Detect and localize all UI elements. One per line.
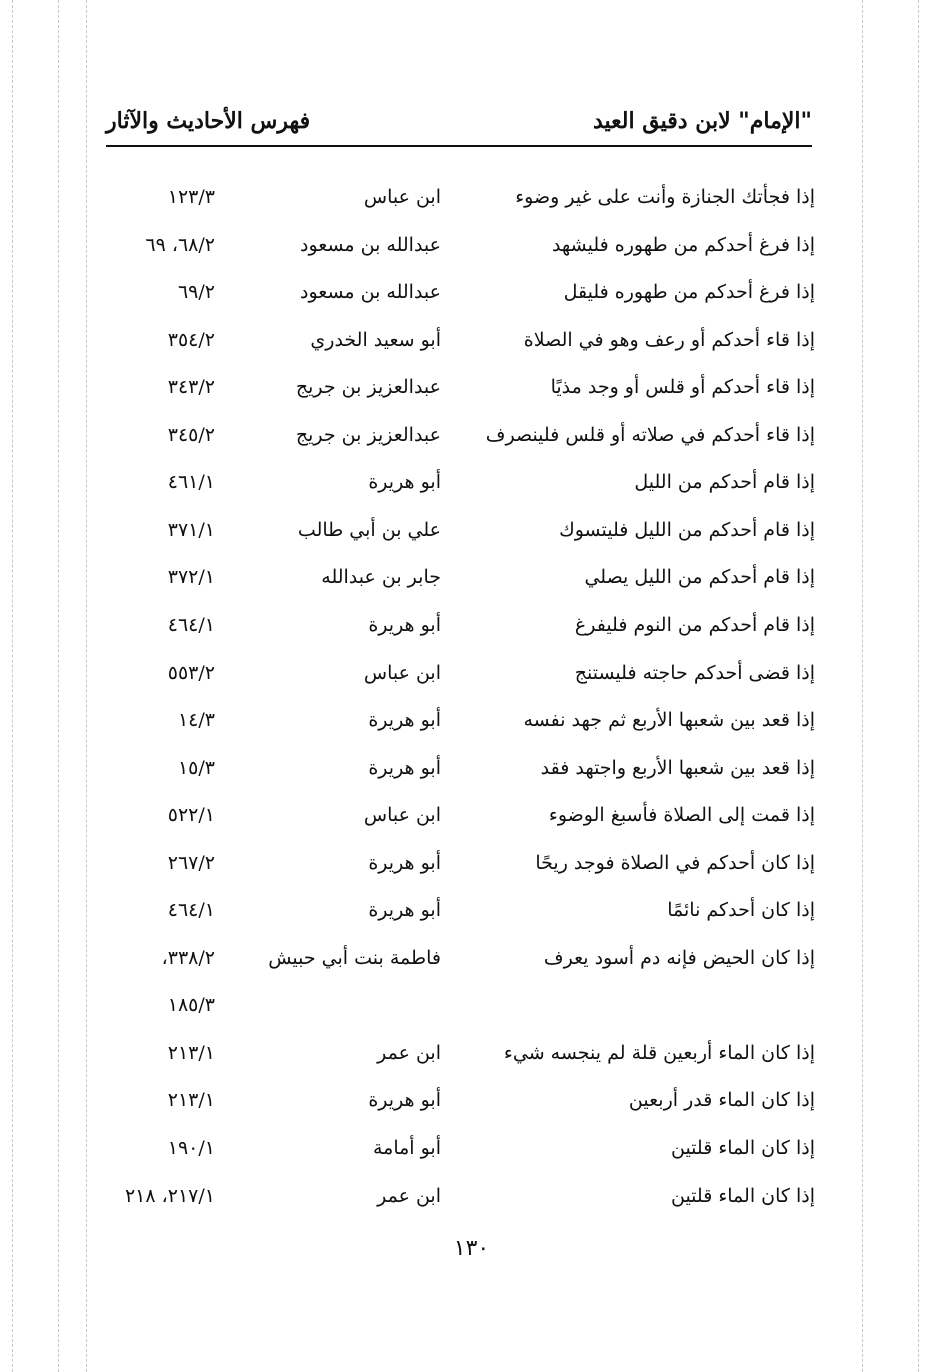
running-header bbox=[106, 104, 812, 144]
hadith-text: إذا قمت إلى الصلاة فأسبغ الوضوء bbox=[548, 804, 815, 827]
narrator-name: ابن عباس bbox=[363, 804, 441, 827]
volume-page-ref: ٢١٣/١ bbox=[167, 1041, 215, 1064]
narrator-name: أبو هريرة bbox=[368, 756, 441, 779]
hadith-text: إذا كان الماء قلتين bbox=[670, 1137, 815, 1159]
volume-page-ref: ٣٥٤/٢ bbox=[167, 328, 215, 351]
narrator-name: عبدالله بن مسعود bbox=[300, 281, 441, 304]
index-row bbox=[0, 515, 943, 555]
index-row bbox=[0, 1133, 943, 1173]
index-row bbox=[0, 753, 943, 793]
hadith-text: إذا قاء أحدكم في صلاته أو قلس فلينصرف bbox=[485, 423, 815, 446]
volume-page-ref: ٦٨/٢، ٦٩ bbox=[145, 233, 215, 256]
index-row bbox=[0, 420, 943, 460]
hadith-text: إذا كان الماء أربعين قلة لم ينجسه شيء bbox=[503, 1041, 815, 1064]
hadith-text: إذا كان الحيض فإنه دم أسود يعرف bbox=[543, 946, 815, 969]
hadith-text: إذا قاء أحدكم أو رعف وهو في الصلاة bbox=[523, 328, 815, 351]
narrator-name: أبو هريرة bbox=[368, 899, 441, 922]
volume-page-ref: ٦٩/٢ bbox=[177, 281, 215, 304]
page-number: ١٣٠ bbox=[453, 1236, 490, 1261]
hadith-text: إذا قام أحدكم من الليل bbox=[634, 471, 815, 494]
hadith-text: إذا كان أحدكم نائمًا bbox=[667, 899, 815, 922]
index-row bbox=[0, 658, 943, 698]
index-row bbox=[0, 895, 943, 935]
narrator-name: ابن عباس bbox=[363, 186, 441, 208]
volume-page-ref: ٥٥٣/٢ bbox=[167, 661, 215, 684]
volume-page-ref: ١٨٥/٣ bbox=[167, 994, 215, 1017]
index-row bbox=[0, 230, 943, 270]
narrator-name: فاطمة بنت أبي حبيش bbox=[268, 946, 441, 969]
narrator-name: عبدالله بن مسعود bbox=[300, 233, 441, 256]
index-row bbox=[0, 1181, 943, 1221]
hadith-text: إذا كان أحدكم في الصلاة فوجد ريحًا bbox=[535, 851, 815, 874]
hadith-text: إذا فرغ أحدكم من طهوره فليشهد bbox=[551, 233, 815, 256]
index-row bbox=[0, 467, 943, 507]
hadith-text: إذا قام أحدكم من النوم فليفرغ bbox=[574, 613, 815, 636]
volume-page-ref: ٢٦٧/٢ bbox=[167, 851, 215, 874]
volume-page-ref: ٣٧٢/١ bbox=[167, 566, 215, 589]
index-row bbox=[0, 1085, 943, 1125]
hadith-text: إذا كان الماء قلتين bbox=[670, 1184, 815, 1207]
volume-page-ref: ١٥/٣ bbox=[177, 756, 215, 779]
index-row bbox=[0, 1038, 943, 1078]
index-row bbox=[0, 800, 943, 840]
book-title: "الإمام" لابن دقيق العيد bbox=[592, 108, 812, 134]
index-title: فهرس الأحاديث والآثار bbox=[106, 108, 311, 134]
volume-page-ref: ٤٦٤/١ bbox=[167, 899, 215, 922]
narrator-name: أبو هريرة bbox=[368, 471, 441, 494]
hadith-text: إذا قعد بين شعبها الأربع ثم جهد نفسه bbox=[523, 709, 815, 732]
narrator-name: أبو أمامة bbox=[372, 1137, 441, 1159]
narrator-name: ابن عمر bbox=[377, 1041, 441, 1064]
index-row bbox=[0, 943, 943, 983]
narrator-name: أبو هريرة bbox=[368, 851, 441, 874]
narrator-name: أبو هريرة bbox=[368, 613, 441, 636]
hadith-text: إذا قعد بين شعبها الأربع واجتهد فقد bbox=[540, 756, 815, 779]
volume-page-ref: ٢١٧/١، ٢١٨ bbox=[124, 1184, 215, 1207]
narrator-name: ابن عباس bbox=[363, 661, 441, 684]
index-row bbox=[0, 562, 943, 602]
narrator-name: أبو هريرة bbox=[368, 709, 441, 732]
index-row bbox=[0, 182, 943, 222]
hadith-text: إذا قضى أحدكم حاجته فليستنج bbox=[574, 661, 815, 684]
narrator-name: أبو هريرة bbox=[368, 1089, 441, 1112]
narrator-name: أبو سعيد الخدري bbox=[310, 328, 441, 351]
narrator-name: عبدالعزيز بن جريج bbox=[295, 423, 441, 446]
index-row bbox=[0, 610, 943, 650]
narrator-name: علي بن أبي طالب bbox=[297, 518, 441, 541]
hadith-text: إذا قام أحدكم من الليل يصلي bbox=[584, 566, 815, 589]
index-row bbox=[0, 372, 943, 412]
volume-page-ref: ٤٦١/١ bbox=[167, 471, 215, 494]
volume-page-ref: ٣٣٨/٢، bbox=[161, 946, 215, 969]
volume-page-ref: ١٢٣/٣ bbox=[167, 186, 215, 208]
index-row bbox=[0, 848, 943, 888]
index-row bbox=[0, 325, 943, 365]
volume-page-ref: ١٤/٣ bbox=[177, 709, 215, 732]
hadith-text: إذا قاء أحدكم أو قلس أو وجد مذيًا bbox=[550, 376, 815, 399]
index-row bbox=[0, 990, 943, 1030]
volume-page-ref: ١٩٠/١ bbox=[167, 1137, 215, 1159]
hadith-text: إذا فرغ أحدكم من طهوره فليقل bbox=[563, 281, 815, 304]
volume-page-ref: ٣٤٣/٢ bbox=[167, 376, 215, 399]
hadith-text: إذا قام أحدكم من الليل فليتسوك bbox=[559, 518, 815, 541]
header-rule bbox=[106, 145, 812, 147]
volume-page-ref: ٢١٣/١ bbox=[167, 1089, 215, 1112]
index-row bbox=[0, 277, 943, 317]
volume-page-ref: ٤٦٤/١ bbox=[167, 613, 215, 636]
narrator-name: ابن عمر bbox=[377, 1184, 441, 1207]
volume-page-ref: ٣٤٥/٢ bbox=[167, 423, 215, 446]
narrator-name: عبدالعزيز بن جريج bbox=[295, 376, 441, 399]
hadith-text: إذا كان الماء قدر أربعين bbox=[628, 1089, 815, 1112]
narrator-name: جابر بن عبدالله bbox=[321, 566, 441, 589]
volume-page-ref: ٣٧١/١ bbox=[167, 518, 215, 541]
volume-page-ref: ٥٢٢/١ bbox=[167, 804, 215, 827]
index-row bbox=[0, 705, 943, 745]
hadith-text: إذا فجأتك الجنازة وأنت على غير وضوء bbox=[515, 186, 815, 208]
